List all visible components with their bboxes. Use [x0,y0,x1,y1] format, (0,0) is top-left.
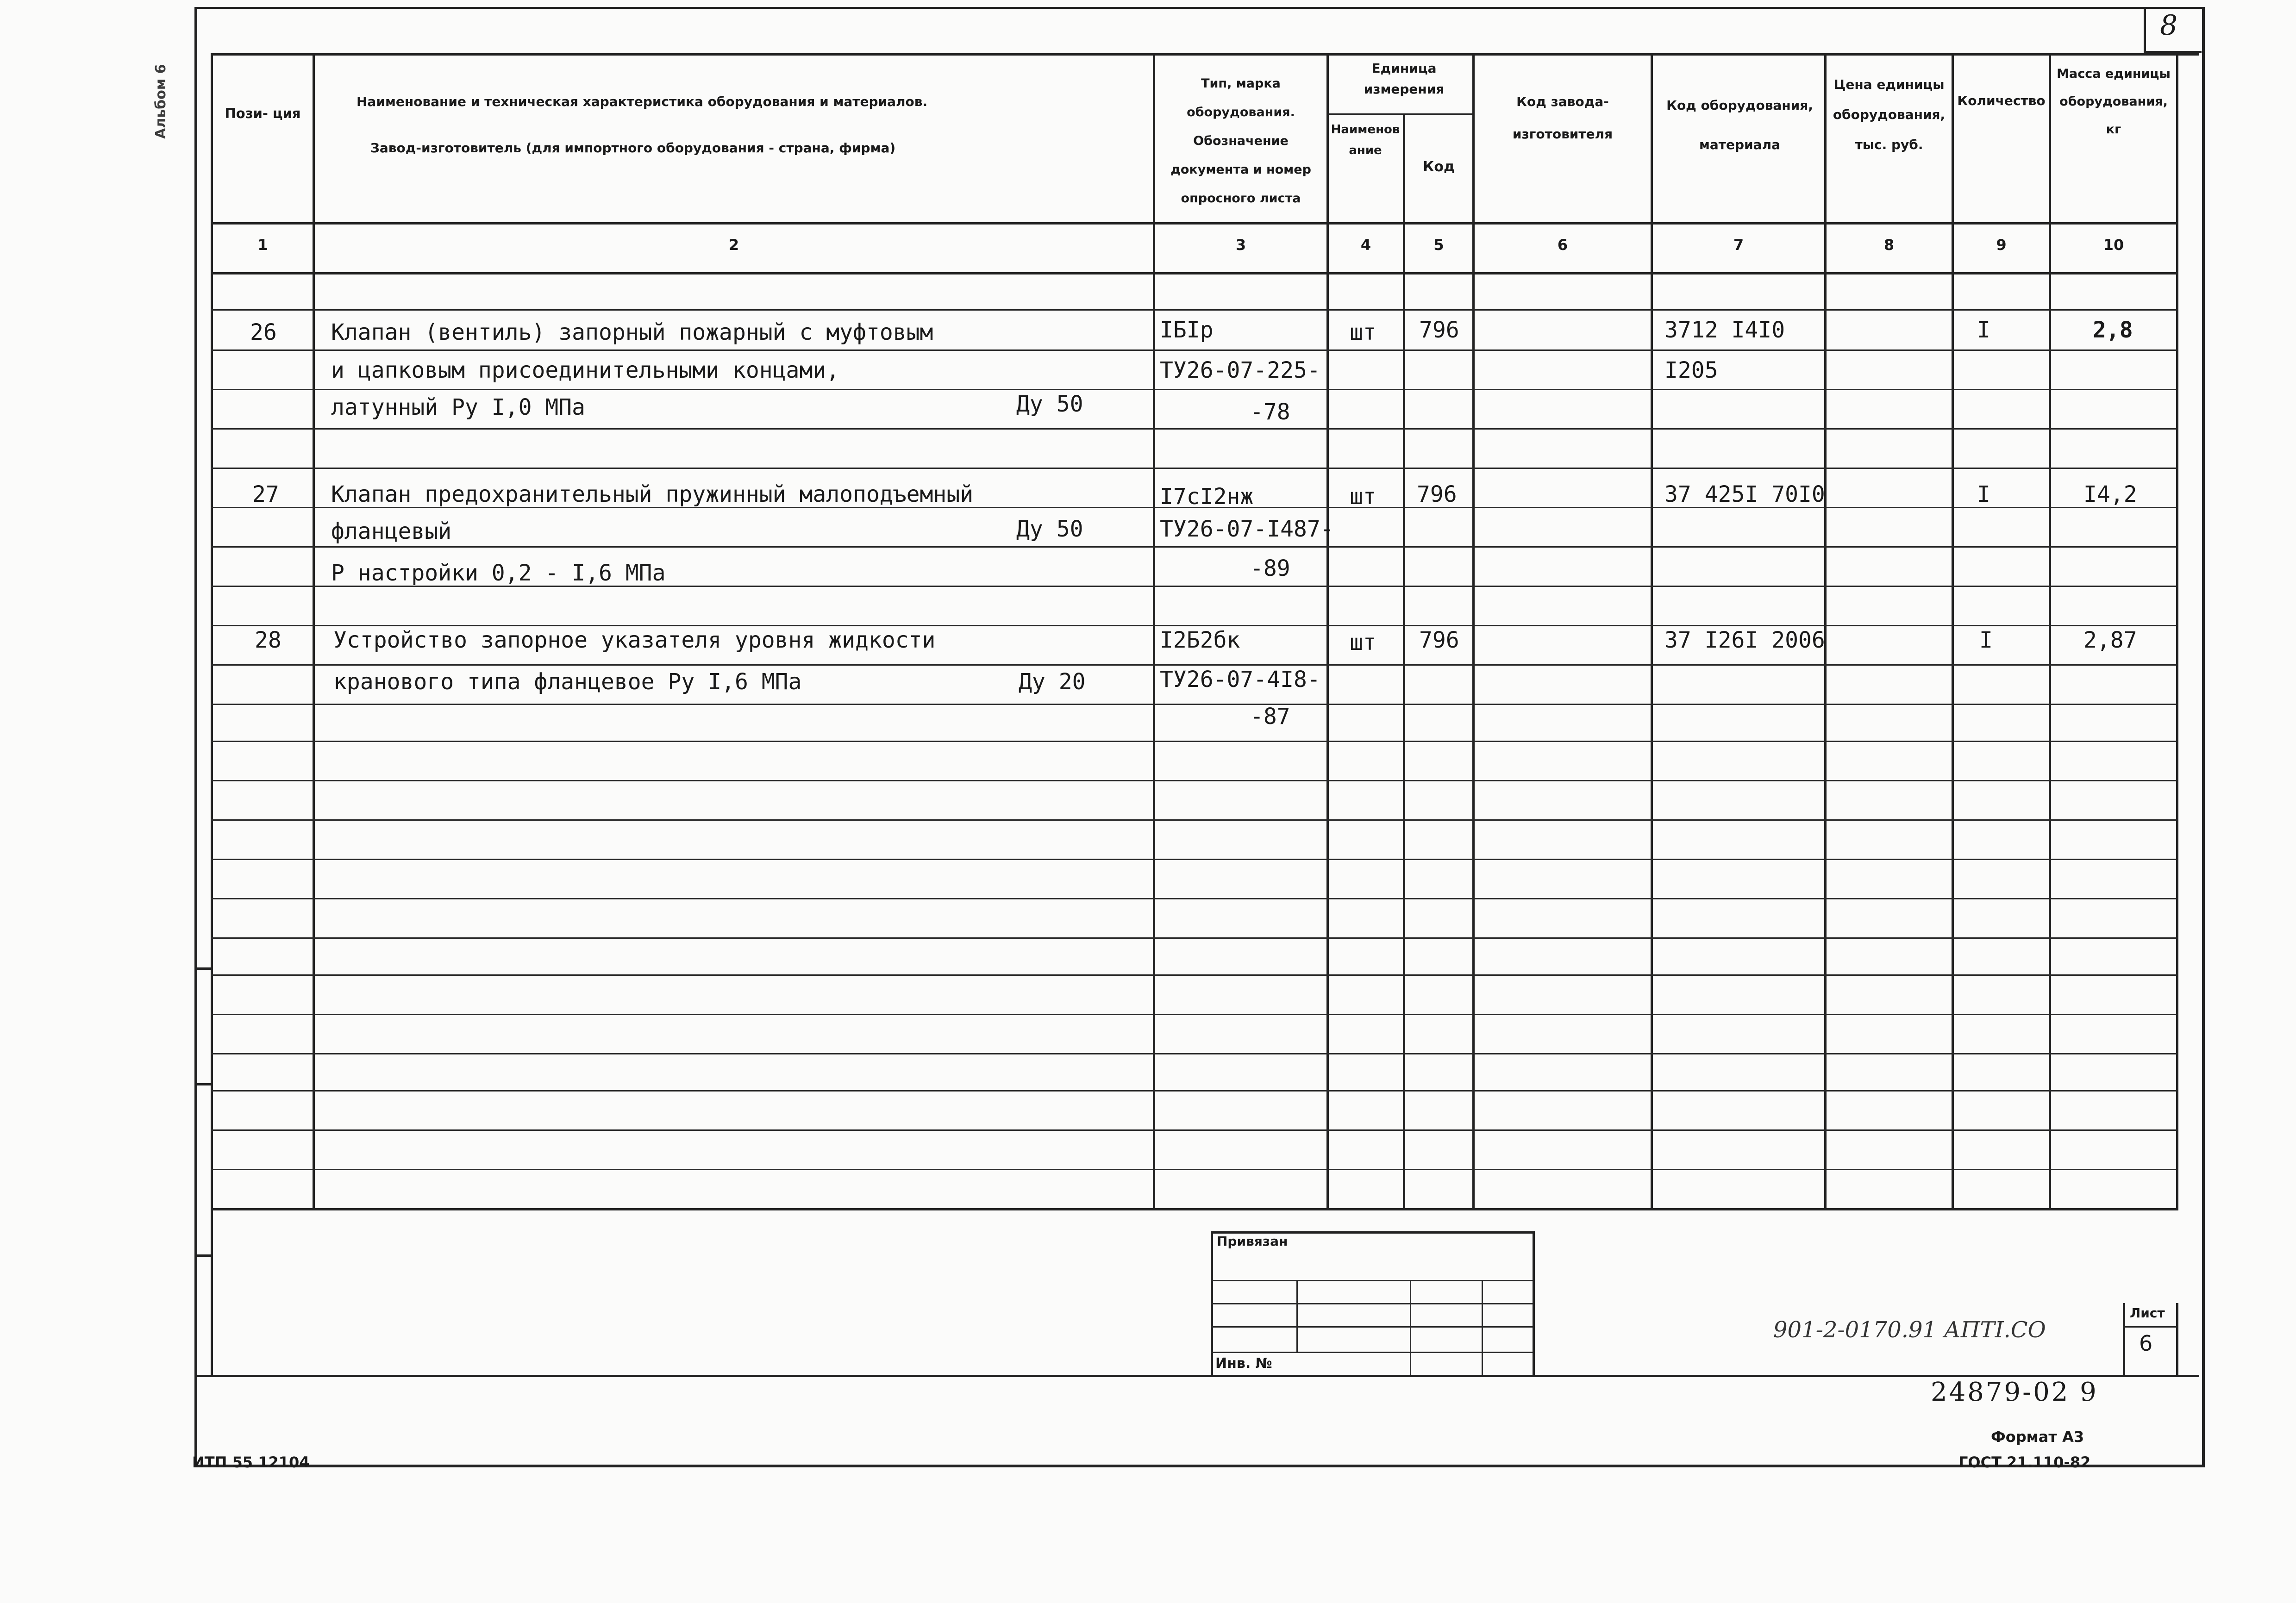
item-27-position: 27 [252,481,279,507]
drawing-frame [194,7,2205,1467]
item-26-position: 26 [250,319,277,345]
item-27-name-line2: фланцевый [331,518,452,544]
item-27-unit: шт [1350,484,1376,510]
row-line [211,1053,2176,1054]
item-28-type-line1: I2Б2бк [1160,627,1240,653]
item-28-unit: шт [1350,630,1376,655]
item-26-equipment-code-1: 3712 I4I0 [1664,317,1785,343]
header-name-line2: Завод-изготовитель (для импортного оборудования - страна, фирма) [370,140,896,156]
item-27-type-line3: -89 [1250,555,1290,581]
stamp-col-line [1296,1280,1298,1352]
left-edge-tick-1 [194,967,213,970]
col-line-5 [1472,53,1475,1208]
item-28-name-line1: Устройство запорное указателя уровня жидкости [333,627,936,653]
row-line [211,780,2176,781]
item-27-mass: I4,2 [2083,481,2137,507]
table-bottom-border [194,1375,2199,1377]
side-label: Альбом 6 [153,64,169,139]
row-line [211,819,2176,821]
item-28-type-line2: ТУ26-07-4I8- [1160,667,1320,692]
col-line-1 [313,53,315,1208]
row-line [211,309,2176,311]
item-27-name-line3: Р настройки 0,2 - I,6 МПа [331,560,666,586]
colnum-bottom-border [211,272,2178,274]
sheet-number: 6 [2139,1331,2153,1356]
item-26-quantity: I [1977,317,1990,343]
row-line [211,1090,2176,1092]
item-26-name-line3: латунный Ру I,0 МПа [331,394,586,420]
header-quantity: Количество [1957,93,2046,108]
row-line [211,859,2176,860]
item-27-type-line2: ТУ26-07-I487- [1160,516,1334,542]
item-28-du: Ду 20 [1019,669,1086,695]
archive-number: 24879-02 9 [1931,1377,2098,1407]
header-bottom-border [211,222,2178,225]
item-28-mass: 2,87 [2083,627,2137,653]
item-26-mass: 2,8 [2093,317,2133,343]
item-26-unit-code: 796 [1419,317,1459,343]
col-line-2 [1153,53,1155,1208]
row-line [211,741,2176,742]
col-line-9 [2049,53,2051,1208]
item-26-du: Ду 50 [1016,391,1083,417]
row-line [211,704,2176,705]
stamp-row-line [1211,1303,1533,1304]
table-body-bottom [211,1208,2178,1210]
item-26-type-line2: ТУ26-07-225- [1160,357,1320,383]
col-num-5: 5 [1433,236,1444,254]
item-28-type-line3: -87 [1250,704,1290,730]
header-name-line1: Наименование и техническая характеристика оборудования и материалов. [357,94,928,109]
sheet-box-divider [2123,1326,2176,1328]
row-line [211,974,2176,976]
item-28-position: 28 [255,627,282,653]
item-26-type-line3: -78 [1250,399,1290,425]
row-line [211,1169,2176,1170]
col-num-4: 4 [1360,236,1371,254]
col-num-8: 8 [1883,236,1895,254]
table-top-border [211,53,2199,56]
row-line [211,349,2176,351]
left-edge-tick-3 [194,1254,213,1257]
header-unit-group: Наименование [1331,123,1400,157]
row-line [211,468,2176,469]
col-line-6 [1651,53,1653,1208]
item-26-name-line1: Клапан (вентиль) запорный пожарный с муфтовым [331,319,933,345]
row-line [211,546,2176,548]
itp-label: ИТП 55 12104 [192,1453,310,1471]
row-line [211,625,2176,626]
col-line-10 [2176,53,2178,1210]
left-edge-line [194,967,197,1375]
row-line [211,664,2176,666]
left-edge-tick-2 [194,1083,213,1085]
item-28-equipment-code-1: 37 I26I 2006 [1664,627,1825,653]
header-unit-code: Код [1422,159,1455,175]
unit-group-divider [1326,113,1472,115]
header-equipment-code: Код оборудования, материала [1666,98,1813,152]
document-designation: 901-2-0170.91 АПТI.СО [1773,1317,2046,1343]
col-num-9: 9 [1996,236,2007,254]
header-unit-group-title: Единица измерения [1364,61,1445,97]
item-27-unit-code: 796 [1417,481,1457,507]
format-label: Формат А3 [1991,1428,2084,1446]
header-price: Цена единицы оборудования, тыс. руб. [1833,77,1946,152]
gost-label: ГОСТ 21.110-82 [1958,1453,2091,1471]
row-line [211,428,2176,430]
stamp-col-line [1482,1280,1483,1375]
col-num-10: 10 [2103,236,2124,254]
col-num-3: 3 [1235,236,1246,254]
item-26-unit: шт [1350,319,1376,345]
stamp-row-line [1211,1280,1533,1281]
col-line-8 [1952,53,1954,1208]
inv-number-label: Инв. № [1215,1355,1272,1372]
row-line [211,1014,2176,1015]
col-num-7: 7 [1733,236,1744,254]
item-27-name-line1: Клапан предохранительный пружинный малоподъемный [331,481,974,507]
item-26-equipment-code-2: I205 [1664,357,1718,383]
sheet-label: Лист [2130,1305,2165,1321]
col-num-2: 2 [728,236,739,254]
row-line [211,898,2176,899]
item-27-quantity: I [1977,481,1990,507]
row-line [211,937,2176,939]
item-28-unit-code: 796 [1419,627,1459,653]
row-line [211,389,2176,390]
header-type: Тип, марка оборудования. Обозначение документа и номер опросного листа [1170,76,1311,206]
col-num-6: 6 [1557,236,1568,254]
item-27-equipment-code-1: 37 425I 70I0 [1664,481,1825,507]
header-position: Пози- ция [225,106,301,121]
stamp-row-line [1211,1352,1533,1353]
item-28-quantity: I [1979,627,1993,653]
item-26-type-line1: IБIр [1160,317,1214,343]
item-26-name-line2: и цапковым присоединительными концами, [331,357,840,383]
col-line-3 [1326,53,1329,1208]
header-factory-code: Код завода-изготовителя [1512,94,1613,142]
item-28-name-line2: кранового типа фланцевое Ру I,6 МПа [333,669,802,695]
attached-stamp-label: Привязан [1217,1234,1288,1249]
row-line [211,1129,2176,1131]
item-27-du: Ду 50 [1016,516,1083,542]
corner-sheet-number: 8 [2160,9,2178,42]
header-mass: Масса единицы оборудования, кг [2057,67,2171,137]
col-line-4 [1403,113,1405,1208]
stamp-col-line [1410,1280,1411,1375]
item-27-type-line1: I7сI2нж [1160,484,1254,510]
stamp-row-line [1211,1326,1533,1328]
col-num-1: 1 [257,236,268,254]
